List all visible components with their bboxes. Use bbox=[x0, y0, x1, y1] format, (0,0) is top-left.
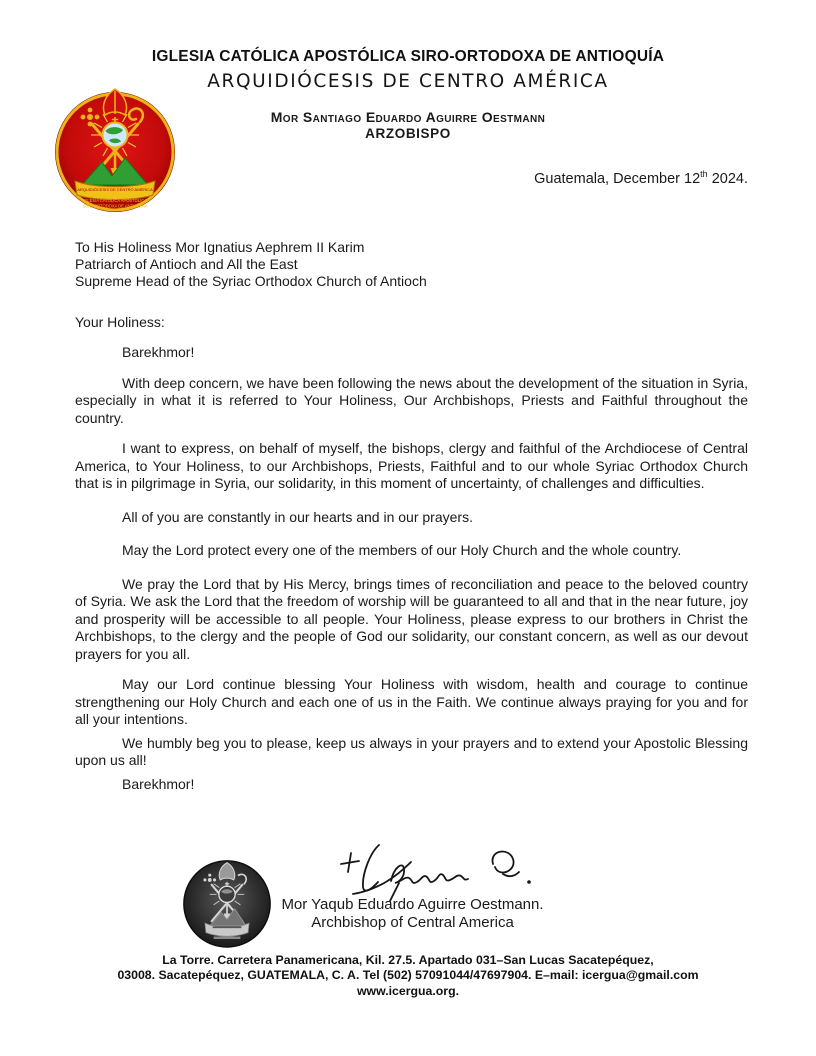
recipient-block bbox=[75, 239, 748, 290]
letter-paragraph: I want to express, on behalf of myself, the bishops, clergy and faithful of the Archdiocese of Central America, to Your Holiness, to our Archbishops, Priests, Faithful and to our whole Syriac Orthodox Church that is in pilgrimage in Syria, our solidarity, in this moment of uncertainty, of challenges and difficulties. bbox=[75, 440, 748, 492]
letter-paragraph: May the Lord protect every one of the members of our Holy Church and the whole country. bbox=[122, 542, 682, 559]
footer-address-line: La Torre. Carretera Panamericana, Kil. 27.5. Apartado 031–San Lucas Sacatepéquez, bbox=[162, 953, 654, 967]
prelate-title: ARZOBISPO bbox=[365, 126, 451, 141]
date-year: 2024. bbox=[707, 170, 748, 187]
date-text: Guatemala, December 12 bbox=[534, 170, 701, 187]
opening-greeting: Barekhmor! bbox=[122, 344, 195, 361]
emblem-banner-text: ARQUIDIÓCESIS DE CENTRO AMÉRICA bbox=[77, 187, 153, 192]
letter-paragraph: All of you are constantly in our hearts and in our prayers. bbox=[122, 508, 473, 525]
salutation: Your Holiness: bbox=[75, 313, 165, 330]
archdiocese-emblem-icon bbox=[50, 86, 180, 214]
date-ordinal: th bbox=[700, 169, 708, 179]
prelate-name: Mor Santiago Eduardo Aguirre Oestmann bbox=[270, 109, 546, 125]
footer bbox=[0, 953, 816, 999]
handwritten-signature bbox=[333, 838, 563, 902]
recipient-line: Patriarch of Antioch and All the East bbox=[75, 255, 298, 272]
letter-paragraph: May our Lord continue blessing Your Holiness with wisdom, health and courage to continue strengthening our Holy Church and each one of us in the Faith. We continue always praying for you and for all your intentions. bbox=[75, 676, 748, 728]
letter-paragraph: We pray the Lord that by His Mercy, brings times of reconciliation and peace to the beloved country of Syria. We ask the Lord that the freedom of worship will be guaranteed to all and that in the near future, joy and prosperity will be accessible to all people. Your Holiness, please express to our brothers in Christ the Archbishops, to the clergy and the people of God our solidarity, our constant concern, as well as our devout prayers for you all. bbox=[75, 575, 748, 662]
signatory-name: Mor Yaqub Eduardo Aguirre Oestmann. bbox=[281, 896, 544, 913]
footer-contact-line: 03008. Sacatepéquez, GUATEMALA, C. A. Tel (502) 57091044/47697904. E–mail: icergua@gmail.com bbox=[117, 968, 699, 983]
emblem-ring-text-1: IGLESIA CATÓLICA APOSTÓLICA bbox=[83, 198, 147, 203]
globe-icon bbox=[103, 123, 128, 148]
signatory-title: Archbishop of Central America bbox=[311, 914, 514, 931]
emblem-ring-text-2: SIRO-ORTODOXA DE ANTIOQUÍA bbox=[82, 203, 148, 209]
archdiocese-title: ARQUIDIÓCESIS DE CENTRO AMÉRICA bbox=[207, 71, 609, 92]
letter-body bbox=[75, 239, 748, 794]
organization-title: IGLESIA CATÓLICA APOSTÓLICA SIRO-ORTODOXA DE ANTIOQUÍA bbox=[151, 48, 665, 65]
recipient-line: To His Holiness Mor Ignatius Aephrem II Karim bbox=[75, 238, 365, 255]
letter-paragraph: With deep concern, we have been following the news about the development of the situation in Syria, especially in what it is referred to Your Holiness, Our Archbishops, Priests and Faithful throughout the country. bbox=[75, 374, 748, 426]
letter-paragraph: We humbly beg you to please, keep us always in your prayers and to extend your Apostolic Blessing upon us all! bbox=[75, 734, 748, 769]
closing-greeting: Barekhmor! bbox=[122, 775, 195, 792]
footer-website: www.icergua.org. bbox=[356, 983, 460, 998]
recipient-line: Supreme Head of the Syriac Orthodox Church of Antioch bbox=[75, 272, 427, 289]
